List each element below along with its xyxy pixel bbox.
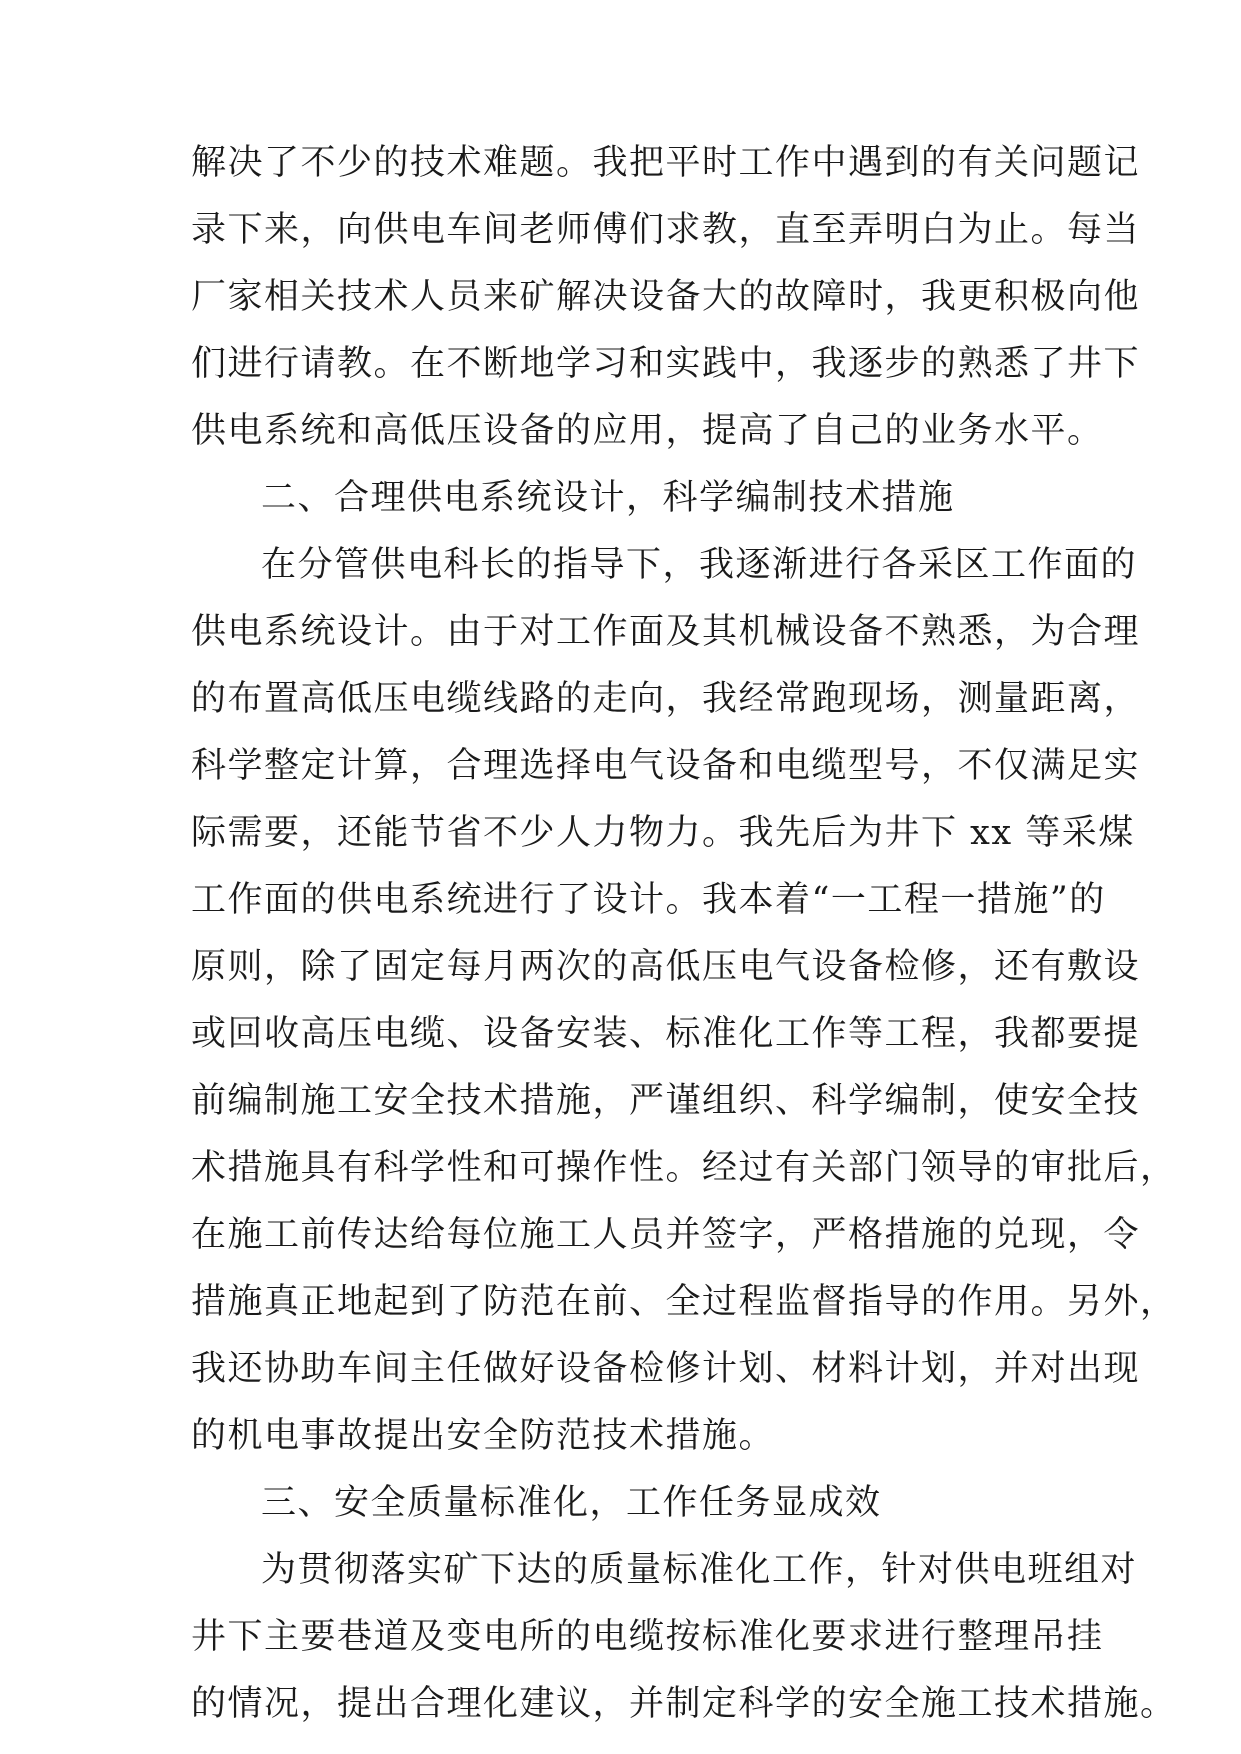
text-line: 厂家相关技术人员来矿解决设备大的故障时，我更积极向他 — [191, 277, 1141, 317]
text-line: 科学整定计算，合理选择电气设备和电缆型号，不仅满足实 — [191, 746, 1141, 786]
text-line: 供电系统设计。由于对工作面及其机械设备不熟悉，为合理 — [191, 612, 1141, 652]
text-line: 工作面的供电系统进行了设计。我本着“一工程一措施”的 — [191, 880, 1106, 920]
text-line: 我还协助车间主任做好设备检修计划、材料计划，并对出现 — [191, 1349, 1141, 1389]
text-line: 或回收高压电缆、设备安装、标准化工作等工程，我都要提 — [191, 1014, 1141, 1054]
paragraph-first-line: 为贯彻落实矿下达的质量标准化工作，针对供电班组对 — [261, 1550, 1138, 1590]
text-line: 的布置高低压电缆线路的走向，我经常跑现场，测量距离， — [191, 679, 1141, 719]
text-line: 术措施具有科学性和可操作性。经过有关部门领导的审批后， — [191, 1148, 1177, 1188]
text-line: 的情况，提出合理化建议，并制定科学的安全施工技术措施。 — [191, 1684, 1177, 1724]
document-body — [191, 130, 1177, 1738]
paragraph-first-line: 在分管供电科长的指导下，我逐渐进行各采区工作面的 — [261, 545, 1138, 585]
text-line: 在施工前传达给每位施工人员并签字，严格措施的兑现，令 — [191, 1215, 1141, 1255]
text-line: 供电系统和高低压设备的应用，提高了自己的业务水平。 — [191, 411, 1104, 451]
text-line: 原则，除了固定每月两次的高低压电气设备检修，还有敷设 — [191, 947, 1141, 987]
text-line: 前编制施工安全技术措施，严谨组织、科学编制，使安全技 — [191, 1081, 1141, 1121]
text-line: 录下来，向供电车间老师傅们求教，直至弄明白为止。每当 — [191, 210, 1141, 250]
text-line: 的机电事故提出安全防范技术措施。 — [191, 1416, 776, 1456]
section-heading: 三、安全质量标准化，工作任务显成效 — [261, 1483, 882, 1523]
text-line: 际需要，还能节省不少人力物力。我先后为井下 xx 等采煤 — [191, 813, 1135, 853]
text-line: 措施真正地起到了防范在前、全过程监督指导的作用。另外， — [191, 1282, 1177, 1322]
section-heading: 二、合理供电系统设计，科学编制技术措施 — [261, 478, 955, 518]
text-line: 解决了不少的技术难题。我把平时工作中遇到的有关问题记 — [191, 143, 1141, 183]
text-line: 井下主要巷道及变电所的电缆按标准化要求进行整理吊挂 — [191, 1617, 1104, 1657]
text-line: 们进行请教。在不断地学习和实践中，我逐步的熟悉了井下 — [191, 344, 1141, 384]
